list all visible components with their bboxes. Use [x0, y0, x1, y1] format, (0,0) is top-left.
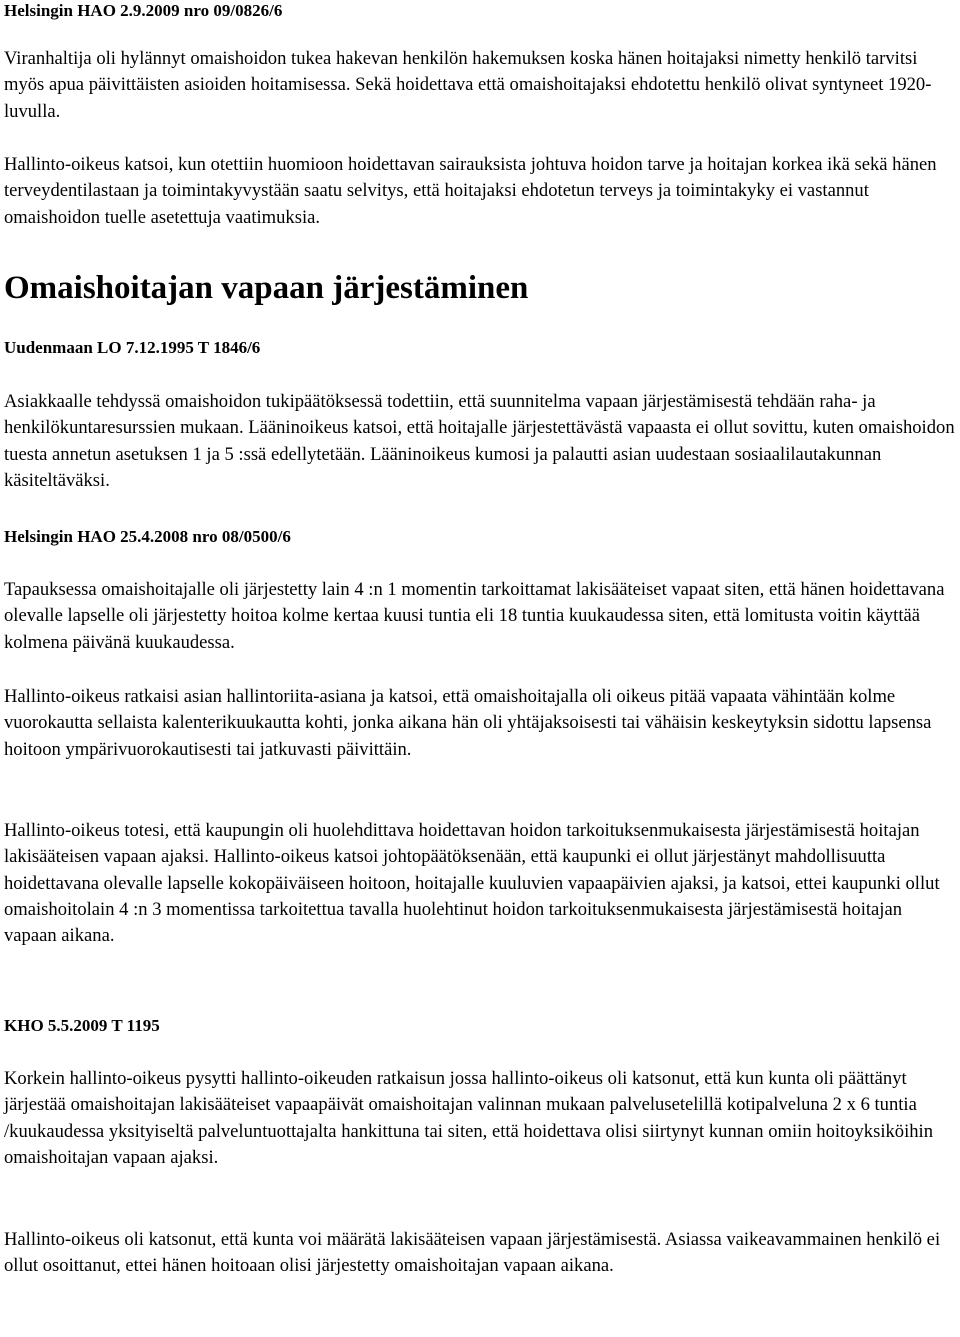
- paragraph: Viranhaltija oli hylännyt omaishoidon tukea hakevan henkilön hakemuksen koska hänen hoitajaksi nimetty henkilö tarvitsi myös apua päivittäisten asioiden hoitamisessa. Sekä hoidettava että omaishoitajaksi ehdotettu henkilö olivat syntyneet 1920-luvulla.: [4, 48, 932, 122]
- case-reference: KHO 5.5.2009 T 1195: [4, 1016, 160, 1035]
- paragraph: Korkein hallinto-oikeus pysytti hallinto-oikeuden ratkaisun jossa hallinto-oikeus oli katsonut, että kun kunta oli päättänyt järjestää omaishoitajan lakisääteiset vapaapäivät omaishoitajan valinnan mukaan palvelusetelillä kotipalveluna 2 x 6 tuntia /kuukaudessa yksityiseltä palveluntuottajalta hankittuna tai siten, että hoidettava olisi siirtynyt kunnan omiin hoitoyksiköihin omaishoitajan vapaan ajaksi.: [4, 1068, 934, 1168]
- paragraph: Hallinto-oikeus katsoi, kun otettiin huomioon hoidettavan sairauksista johtuva hoidon tarve ja hoitajan korkea ikä sekä hänen terveydentilastaan ja toimintakyvystään saatu selvitys, että hoitajaksi ehdotetun terveys ja toimintakyky ei vastannut omaishoidon tuelle asetettuja vaatimuksia.: [4, 154, 937, 228]
- section-heading: Omaishoitajan vapaan järjestäminen: [4, 270, 529, 306]
- case-reference: Helsingin HAO 25.4.2008 nro 08/0500/6: [4, 527, 291, 546]
- paragraph: Hallinto-oikeus oli katsonut, että kunta voi määrätä lakisääteisen vapaan järjestämisestä. Asiassa vaikeavammainen henkilö ei ollut osoittanut, ettei hänen hoitoaan olisi järjestetty omaishoitajan vapaan aikana.: [4, 1229, 941, 1277]
- paragraph: Asiakkaalle tehdyssä omaishoidon tukipäätöksessä todettiin, että suunnitelma vapaan järjestämisestä tehdään raha- ja henkilökuntaresurssien mukaan. Lääninoikeus katsoi, että hoitajalle järjestettävästä vapaasta ei ollut sovittu, kuten omaishoidon tuesta annetun asetuksen 1 ja 5 :ssä edellytetään. Lääninoikeus kumosi ja palautti asian uudestaan sosiaalilautakunnan käsiteltäväksi.: [4, 391, 955, 491]
- paragraph: Hallinto-oikeus totesi, että kaupungin oli huolehdittava hoidettavan hoidon tarkoituksenmukaisesta järjestämisestä hoitajan lakisääteisen vapaan ajaksi. Hallinto-oikeus katsoi johtopäätöksenään, että kaupunki ei ollut järjestänyt mahdollisuutta hoidettavana olevalle lapselle kokopäiväiseen hoitoon, hoitajalle kuuluvien vapaapäivien ajaksi, ja katsoi, ettei kaupunki ollut omaishoitolain 4 :n 3 momentissa tarkoitettua tavalla huolehtinut hoidon tarkoituksenmukaisesta järjestämisestä hoitajan vapaan aikana.: [4, 820, 940, 947]
- case-reference: Helsingin HAO 2.9.2009 nro 09/0826/6: [4, 1, 283, 20]
- paragraph: Hallinto-oikeus ratkaisi asian hallintoriita-asiana ja katsoi, että omaishoitajalla oli oikeus pitää vapaata vähintään kolme vuorokautta sellaista kalenterikuukautta kohti, jonka aikana hän oli yhtäjaksoisesti tai vähäisin keskeytyksin sidottu lapsensa hoitoon ympärivuorokautisesti tai jatkuvasti päivittäin.: [4, 686, 932, 760]
- paragraph: Tapauksessa omaishoitajalle oli järjestetty lain 4 :n 1 momentin tarkoittamat lakisääteiset vapaat siten, että hänen hoidettavana olevalle lapselle oli järjestetty hoitoa kolme kertaa kuusi tuntia eli 18 tuntia kuukaudessa siten, että lomitusta voitin käyttää kolmena päivänä kuukaudessa.: [4, 579, 945, 653]
- case-reference: Uudenmaan LO 7.12.1995 T 1846/6: [4, 338, 261, 357]
